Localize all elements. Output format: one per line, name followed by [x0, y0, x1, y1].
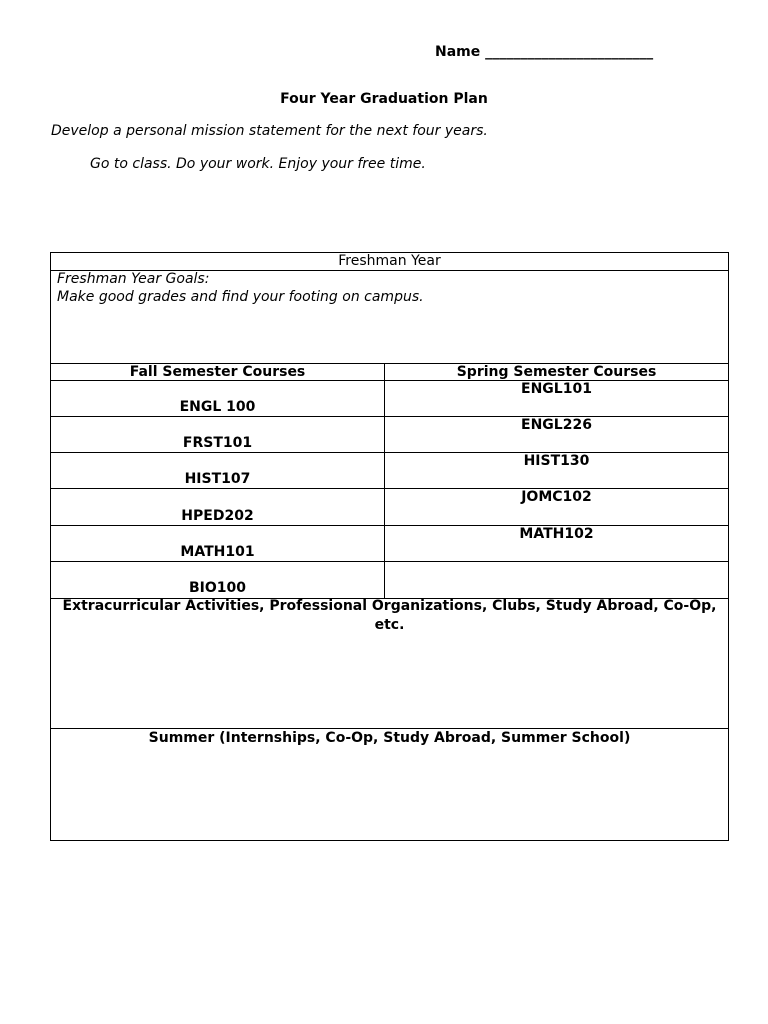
name-field-line: Name ________________________ [435, 44, 654, 60]
fall-course: ENGL 100 [179, 399, 256, 415]
column-divider [384, 363, 385, 598]
mission-prompt: Develop a personal mission statement for the next four years. [51, 123, 488, 139]
year-title: Freshman Year [338, 253, 441, 269]
fall-course: BIO100 [188, 580, 246, 596]
fall-course: HPED202 [181, 508, 254, 524]
summer-header: Summer (Internships, Co-Op, Study Abroad, Summer School) [148, 730, 631, 746]
table-divider [51, 728, 728, 729]
freshman-year-table [50, 252, 729, 841]
page-title: Four Year Graduation Plan [280, 91, 488, 107]
spring-semester-header: Spring Semester Courses [456, 364, 657, 380]
goals-label: Freshman Year Goals: [57, 271, 210, 287]
fall-course: HIST107 [184, 471, 251, 487]
goals-text: Make good grades and find your footing on campus. [57, 289, 424, 305]
spring-course: JOMC102 [521, 489, 592, 505]
table-divider [51, 561, 728, 562]
spring-course: MATH102 [519, 526, 594, 542]
spring-course: HIST130 [523, 453, 590, 469]
extracurricular-header: Extracurricular Activities, Professional Organizations, Clubs, Study Abroad, Co-Op, [62, 598, 717, 614]
extracurricular-header-continued: etc. [374, 617, 405, 633]
mission-statement: Go to class. Do your work. Enjoy your free time. [90, 156, 426, 172]
fall-course: FRST101 [182, 435, 253, 451]
fall-semester-header: Fall Semester Courses [129, 364, 306, 380]
fall-course: MATH101 [180, 544, 255, 560]
spring-course: ENGL101 [521, 381, 592, 397]
spring-course: ENGL226 [521, 417, 592, 433]
